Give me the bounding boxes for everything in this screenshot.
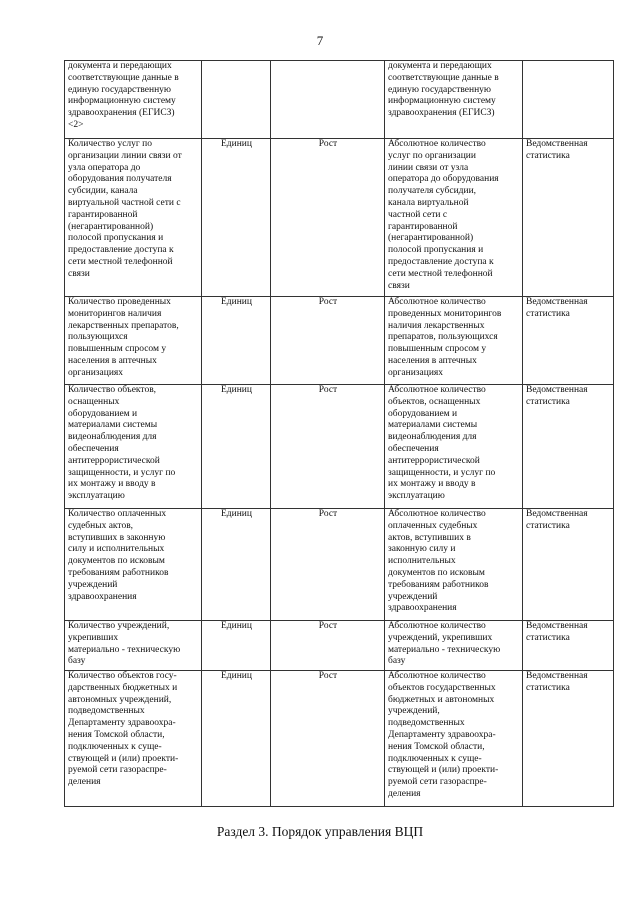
page-number: 7	[316, 33, 324, 48]
data-source-cell	[523, 61, 614, 139]
unit-cell: Единиц	[202, 385, 271, 509]
indicator-name-cell: Количество услуг по организации линии связи от узла оператора до оборудования получателя субсидии, канала виртуальной частной сети с гарантированной (негарантированной) полосой пропускания и предоставление доступа к сети местной телефонной связи	[65, 139, 202, 297]
table-row	[65, 671, 614, 807]
trend-cell: Рост	[271, 671, 385, 807]
section-heading: Раздел 3. Порядок управления ВЦП	[216, 824, 424, 839]
trend-cell: Рост	[271, 297, 385, 385]
unit-cell: Единиц	[202, 671, 271, 807]
calculation-method-cell: Абсолютное количество оплаченных судебных актов, вступивших в законную силу и исполнительных документов по исковым требованиям работников учреждений здравоохранения	[385, 509, 523, 621]
table-row	[65, 621, 614, 671]
trend-cell	[271, 61, 385, 139]
calculation-method-cell: Абсолютное количество услуг по организации линии связи от узла оператора до оборудования получателя субсидии, канала виртуальной частной сети с гарантированной (негарантированной) полосой пропускания и предоставление доступа к сети местной телефонной связи	[385, 139, 523, 297]
trend-cell: Рост	[271, 509, 385, 621]
data-source-cell: Ведомственная статистика	[523, 297, 614, 385]
unit-cell: Единиц	[202, 621, 271, 671]
unit-cell: Единиц	[202, 509, 271, 621]
indicator-name-cell: Количество оплаченных судебных актов, вступивших в законную силу и исполнительных документов по исковым требованиям работников учреждений здравоохранения	[65, 509, 202, 621]
calculation-method-cell: Абсолютное количество проведенных мониторингов наличия лекарственных препаратов, пользующихся повышенным спросом у населения в аптечных организациях	[385, 297, 523, 385]
indicator-name-cell: документа и передающих соответствующие данные в единую государственную информационную систему здравоохранения (ЕГИСЗ) <2>	[65, 61, 202, 139]
data-source-cell: Ведомственная статистика	[523, 671, 614, 807]
unit-cell: Единиц	[202, 139, 271, 297]
indicator-name-cell: Количество объектов госу- дарственных бюджетных и автономных учреждений, подведомственных Департаменту здравоохра- нения Томской области, подключенных к суще- ствующей и (или) проекти- руемой сети газораспре- деления	[65, 671, 202, 807]
calculation-method-cell: Абсолютное количество учреждений, укрепивших материально - техническую базу	[385, 621, 523, 671]
table-row	[65, 61, 614, 139]
data-source-cell: Ведомственная статистика	[523, 621, 614, 671]
indicators-table	[64, 60, 614, 807]
table-row	[65, 139, 614, 297]
indicator-name-cell: Количество учреждений, укрепивших материально - техническую базу	[65, 621, 202, 671]
indicator-name-cell: Количество объектов, оснащенных оборудованием и материалами системы видеонаблюдения для обеспечения антитеррористической защищенности, и услуг по их монтажу и вводу в эксплуатацию	[65, 385, 202, 509]
data-source-cell: Ведомственная статистика	[523, 385, 614, 509]
indicator-name-cell: Количество проведенных мониторингов наличия лекарственных препаратов, пользующихся повышенным спросом у населения в аптечных организациях	[65, 297, 202, 385]
calculation-method-cell: Абсолютное количество объектов, оснащенных оборудованием и материалами системы видеонаблюдения для обеспечения антитеррористической защищенности, и услуг по их монтажу и вводу в эксплуатацию	[385, 385, 523, 509]
calculation-method-cell: Абсолютное количество объектов государственных бюджетных и автономных учреждений, подведомственных Департаменту здравоохра- нения Томской области, подключенных к суще- ствующей и (или) проекти- руемой сети газораспре- деления	[385, 671, 523, 807]
unit-cell: Единиц	[202, 297, 271, 385]
data-source-cell: Ведомственная статистика	[523, 509, 614, 621]
table-row	[65, 509, 614, 621]
table-row	[65, 297, 614, 385]
unit-cell	[202, 61, 271, 139]
table-row	[65, 385, 614, 509]
data-source-cell: Ведомственная статистика	[523, 139, 614, 297]
calculation-method-cell: документа и передающих соответствующие данные в единую государственную информационную систему здравоохранения (ЕГИСЗ)	[385, 61, 523, 139]
trend-cell: Рост	[271, 621, 385, 671]
trend-cell: Рост	[271, 385, 385, 509]
trend-cell: Рост	[271, 139, 385, 297]
